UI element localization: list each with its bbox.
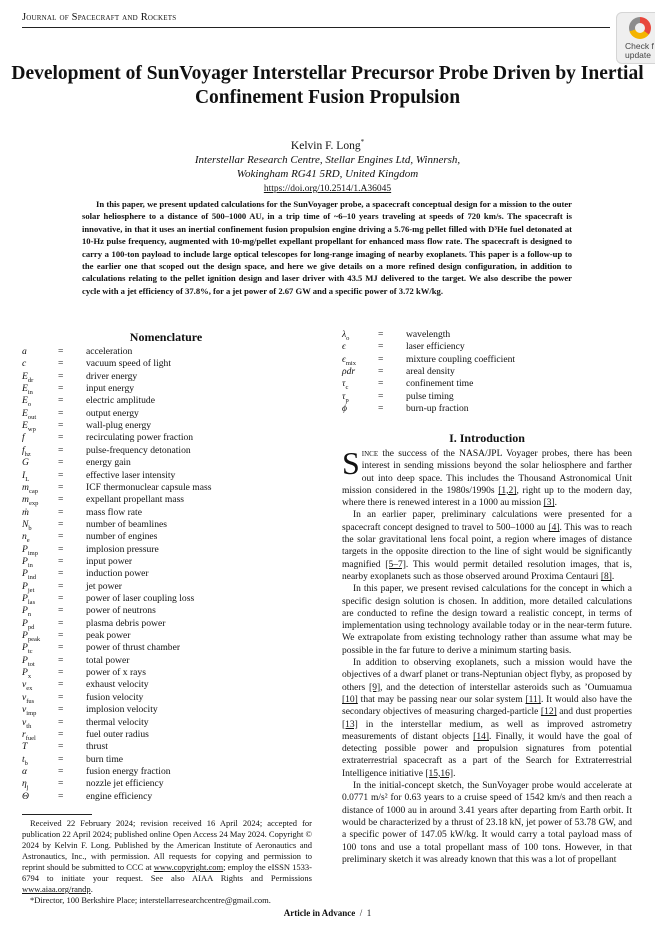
symbol-base: P <box>22 617 28 629</box>
nomenclature-definition: implosion pressure <box>86 543 159 555</box>
symbol-base: P <box>22 654 28 666</box>
citation-link[interactable]: [14] <box>473 731 489 742</box>
symbol-base: P <box>22 555 28 567</box>
footnote-rule <box>22 814 92 815</box>
footnote-text-3: . <box>90 884 93 894</box>
text-run: . <box>554 498 558 509</box>
symbol-subscript: exp <box>28 500 39 508</box>
symbol-subscript: mix <box>345 359 356 367</box>
nomenclature-definition: effective laser intensity <box>86 469 176 481</box>
symbol-subscript: tc <box>27 648 33 656</box>
symbol-subscript: th <box>26 722 32 730</box>
abstract: In this paper, we present updated calculations for the SunVoyager probe, a spacecraft conceptual design for a mission to the outer solar heliosphere to a distance of 500–1000 AU, in a trip time of ~6–10 years traveling at speeds of 720 km/s. The spacecraft is innovative, in that it uses an inertial confinement fusion propulsion engine driving a 5.76-mg pellet filled with D³He fuel detonated at 10-Hz pulse frequency, augmented with 10-mg/pellet expellant propellant for enhanced mass flow rate. The spacecraft is designed to carry a 100-ton payload to include large optical telescopes for long-range imaging of nearby exoplanets. This paper is a follow-up to the earlier one that scoped out the design space, and here we give details on a more refined design configuration, in addition to calculations relating to the pellet ignition design and laser driver with 43.5 MJ delivered to the target. We also describe the power cycle with a jet efficiency of 37.8%, for a jet power of 2.67 GW and a specific power of 3.72 kW/kg. <box>82 199 572 296</box>
lead-word: ince <box>361 449 379 459</box>
symbol-subscript: o <box>27 401 32 409</box>
symbol-subscript: wp <box>27 426 36 433</box>
check-for-updates-badge[interactable] <box>616 12 655 64</box>
equals-sign: = <box>58 741 64 753</box>
citation-link[interactable]: [15,16] <box>425 768 454 779</box>
nomenclature-definition: recirculating power fraction <box>86 432 194 444</box>
equals-sign: = <box>58 531 64 543</box>
affiliation-line-2: Wokingham RG41 5RD, United Kingdom <box>236 168 419 180</box>
intro-paragraph-3: In this paper, we present revised calculations for the concept in which a specific design solution is chosen. In addition, more detailed calculations are conducted to refine the design toward a realistic concept, in terms of implementation using technology available today or in the near-term future. We extrapolate from existing technology rather than assume what may be possible in the far future to derive a minimum starting basis. <box>342 584 632 656</box>
equals-sign: = <box>58 518 64 530</box>
text-run: . This was to reach the solar gravitational lens focal point, a region where images of distance targets in the opposite direction to the line of sight would be significantly magnified <box>342 522 632 570</box>
equals-sign: = <box>58 395 64 407</box>
nomenclature-definition: confinement time <box>406 378 474 390</box>
affiliation <box>0 153 655 181</box>
symbol-base: η <box>22 778 27 790</box>
text-run: . <box>611 571 615 582</box>
nomenclature-definition: laser efficiency <box>406 341 465 353</box>
symbol-base: N <box>22 518 29 530</box>
citation-link[interactable]: [5–7] <box>385 559 406 570</box>
author-name: Kelvin F. Long <box>290 139 361 152</box>
symbol-subscript: n <box>27 611 32 619</box>
symbol-subscript: cap <box>28 487 38 495</box>
symbol-subscript: c <box>345 384 349 392</box>
nomenclature-symbol <box>342 403 347 415</box>
nomenclature-symbol <box>22 457 29 469</box>
nomenclature-definition: energy gain <box>86 457 131 469</box>
symbol-subscript: j <box>26 784 29 792</box>
nomenclature-symbol <box>22 766 27 778</box>
symbol-base: ρdr <box>342 366 356 378</box>
equals-sign: = <box>58 358 64 370</box>
symbol-base: α <box>22 765 28 777</box>
equals-sign: = <box>58 765 64 777</box>
symbol-subscript: imp <box>27 549 38 557</box>
nomenclature-list-right <box>342 329 632 419</box>
nomenclature-definition: nozzle jet efficiency <box>86 778 164 790</box>
nomenclature-definition: exhaust velocity <box>86 679 149 691</box>
nomenclature-definition: electric amplitude <box>86 395 155 407</box>
nomenclature-symbol <box>22 741 27 753</box>
symbol-base: E <box>22 370 28 382</box>
nomenclature-definition: number of engines <box>86 531 158 543</box>
symbol-base: P <box>22 543 28 555</box>
symbol-base: f <box>22 444 25 456</box>
nomenclature-symbol <box>22 358 26 370</box>
nomenclature-symbol <box>22 791 29 803</box>
symbol-base: r <box>22 728 26 740</box>
text-run: In an earlier paper, preliminary calculations were presented for a spacecraft concept designed to travel to 500–1000 au <box>342 510 632 533</box>
badge-line-1: Check f <box>625 41 654 51</box>
citation-link[interactable]: [13] <box>342 719 358 730</box>
equals-sign: = <box>58 444 64 456</box>
symbol-base: P <box>22 568 28 580</box>
equals-sign: = <box>58 605 64 617</box>
citation-link[interactable]: [10] <box>342 694 358 705</box>
symbol-base: ṁ <box>22 506 29 518</box>
equals-sign: = <box>58 543 64 555</box>
text-run: in the interstellar medium, as well as improved astrometry measurements of distant objects <box>342 719 632 742</box>
symbol-base: P <box>22 630 28 642</box>
nomenclature-symbol <box>22 507 29 519</box>
equals-sign: = <box>378 378 384 390</box>
symbol-subscript: peak <box>27 635 41 643</box>
text-run: that may be passing near our solar system <box>357 694 526 705</box>
symbol-base: τ <box>342 390 346 402</box>
equals-sign: = <box>378 366 384 378</box>
equals-sign: = <box>58 568 64 580</box>
equals-sign: = <box>58 790 64 802</box>
symbol-subscript: out <box>27 413 37 421</box>
symbol-base: Θ <box>22 790 29 802</box>
nomenclature-definition: areal density <box>406 366 455 378</box>
copyright-link[interactable]: www.copyright.com <box>153 862 224 872</box>
nomenclature-definition: jet power <box>86 580 122 592</box>
nomenclature-definition: pulse timing <box>406 390 454 402</box>
equals-sign: = <box>58 691 64 703</box>
equals-sign: = <box>58 593 64 604</box>
symbol-base: v <box>22 704 27 716</box>
text-run: , right up to the modern day, where there is renewed interest in a 1000 au mission <box>342 485 632 509</box>
equals-sign: = <box>58 617 64 629</box>
symbol-base: t <box>22 753 25 765</box>
page-footer <box>0 908 655 918</box>
symbol-base: v <box>22 691 27 703</box>
equals-sign: = <box>58 432 64 444</box>
symbol-subscript: tot <box>27 660 35 668</box>
citation-link[interactable]: [1,2] <box>498 485 517 496</box>
nomenclature-symbol <box>22 432 25 444</box>
symbol-base: λ <box>342 329 347 340</box>
symbol-base: v <box>22 679 27 691</box>
journal-name: Journal of Spacecraft and Rockets <box>22 12 177 23</box>
equals-sign: = <box>58 481 64 493</box>
symbol-subscript: e <box>26 537 30 545</box>
symbol-subscript: fus <box>26 697 35 705</box>
nomenclature-definition: power of neutrons <box>86 605 156 617</box>
symbol-subscript: b <box>28 524 32 532</box>
symbol-base: T <box>22 741 28 753</box>
equals-sign: = <box>58 407 64 419</box>
symbol-base: P <box>22 580 28 592</box>
symbol-subscript: x <box>27 673 32 680</box>
text-run: , and the detection of interstellar asteroids such as ’Oumuamua <box>380 682 632 693</box>
affiliation-line-1: Interstellar Research Centre, Stellar Engines Ltd, Winnersh, <box>194 154 461 166</box>
nomenclature-definition: output energy <box>86 407 139 419</box>
text-run: . Finally, it would have the goal of detecting possible power and propulsion signatures from potential extraterrestrial spacecraft as a part of the Search for Extraterrestrial Intelligence initiative <box>342 731 633 779</box>
text-run: . This would permit detailed resolution images, that is, nearby exoplanets such as those observed around Proxima Centauri <box>342 559 633 582</box>
equals-sign: = <box>58 778 64 790</box>
badge-text <box>625 42 654 60</box>
symbol-subscript: p <box>345 396 349 404</box>
equals-sign: = <box>58 494 64 506</box>
symbol-base: P <box>22 605 28 617</box>
nomenclature-definition: thermal velocity <box>86 716 149 728</box>
symbol-subscript: in <box>27 388 33 396</box>
nomenclature-list-left <box>22 346 312 806</box>
equals-sign: = <box>58 753 64 765</box>
symbol-base: E <box>22 407 28 419</box>
symbol-base: G <box>22 457 29 469</box>
doi-link[interactable]: https://doi.org/10.2514/1.A36045 <box>263 184 392 194</box>
equals-sign: = <box>58 346 64 357</box>
nomenclature-definition: fuel outer radius <box>86 728 149 740</box>
header-rule <box>22 27 610 28</box>
nomenclature-symbol <box>22 346 27 358</box>
equals-sign: = <box>58 580 64 592</box>
text-run: . <box>453 768 456 779</box>
equals-sign: = <box>58 704 64 716</box>
nomenclature-definition: vacuum speed of light <box>86 358 171 370</box>
intro-paragraph-4 <box>342 657 632 780</box>
paper-title: Development of SunVoyager Interstellar Precursor Probe Driven by Inertial Confinement Fusion Propulsion <box>11 63 644 108</box>
symbol-subscript: imp <box>26 710 37 718</box>
equals-sign: = <box>378 390 384 402</box>
nomenclature-definition: power of x rays <box>86 667 146 679</box>
symbol-subscript: las <box>27 598 36 606</box>
footer-separator: / <box>359 908 363 918</box>
symbol-base: E <box>22 395 28 407</box>
text-run: and dust properties <box>556 707 632 718</box>
nomenclature-definition: burn time <box>86 753 124 765</box>
equals-sign: = <box>58 457 64 469</box>
equals-sign: = <box>378 329 384 340</box>
drop-cap: S <box>342 445 360 481</box>
nomenclature-definition: driver energy <box>86 370 138 382</box>
symbol-subscript: hz <box>24 450 31 458</box>
nomenclature-definition: burn-up fraction <box>406 403 469 415</box>
nomenclature-definition: wall-plug energy <box>86 420 152 432</box>
text-run: the success of the NASA/JPL Voyager probes, there has been interest in sending missions beyond the solar heliosphere and farther out into deep space. This includes the Thousand Astronomical Unit mission considered in the 1980s/1990s <box>342 449 632 496</box>
nomenclature-definition: thrust <box>86 741 108 753</box>
nomenclature-definition: implosion velocity <box>86 704 158 716</box>
footer-label: Article in Advance <box>283 908 356 918</box>
citation-link[interactable]: [9] <box>369 682 381 693</box>
equals-sign: = <box>58 630 64 642</box>
symbol-subscript: o <box>346 334 350 342</box>
nomenclature-definition: engine efficiency <box>86 790 153 802</box>
intro-paragraph-1 <box>342 445 632 509</box>
equals-sign: = <box>58 642 64 654</box>
equals-sign: = <box>58 383 64 395</box>
nomenclature-heading: Nomenclature <box>129 330 203 344</box>
nomenclature-definition: induction power <box>86 568 149 580</box>
nomenclature-definition: ICF thermonuclear capsule mass <box>86 481 212 493</box>
nomenclature-definition: input power <box>86 555 133 567</box>
equals-sign: = <box>58 667 64 679</box>
symbol-subscript: ex <box>26 685 33 693</box>
nomenclature-definition: fusion velocity <box>86 691 144 703</box>
nomenclature-definition: power of thrust chamber <box>86 642 181 654</box>
nomenclature-definition: pulse-frequency detonation <box>86 444 191 456</box>
text-run: In addition to observing exoplanets, such a mission would have the objectives of a dwarf planet or trans-Neptunian object flyby, as proposed by others <box>342 658 632 693</box>
symbol-subscript: b <box>24 759 28 767</box>
citation-link[interactable]: [8] <box>600 571 612 582</box>
citation-link[interactable]: [3] <box>543 498 555 509</box>
page-number: 1 <box>366 908 372 918</box>
equals-sign: = <box>58 716 64 728</box>
symbol-base: n <box>22 531 27 543</box>
equals-sign: = <box>58 469 64 481</box>
symbol-base: τ <box>342 378 346 390</box>
introduction-body <box>342 445 633 866</box>
author-footnote-mark[interactable]: * <box>360 138 365 146</box>
nomenclature-definition: total power <box>86 654 130 666</box>
nomenclature-definition: fusion energy fraction <box>86 765 171 777</box>
section-heading-introduction: I. Introduction <box>449 431 525 445</box>
symbol-base: E <box>22 420 28 432</box>
citation-link[interactable]: [11] <box>525 694 541 705</box>
symbol-subscript: jet <box>27 586 35 594</box>
symbol-base: P <box>22 642 28 654</box>
footnote <box>22 818 312 906</box>
text-run: . It would also have the secondary objectives of measuring charged-particle <box>342 694 632 718</box>
symbol-base: ϕ <box>342 403 347 415</box>
nomenclature-definition: peak power <box>86 630 131 642</box>
equals-sign: = <box>58 555 64 567</box>
footnote-text: Received 22 February 2024; revision received 16 April 2024; accepted for publication 22 April 2024; published online Open Access 24 May 2024. Copyright © 2024 by Kelvin F. Long. Published by the American Institute of Aeronautics and Astronautics, Inc., with permission. All requests for copying and permission to reprint should be submitted to CCC at <box>22 818 312 872</box>
equals-sign: = <box>378 353 384 365</box>
equals-sign: = <box>58 728 64 740</box>
equals-sign: = <box>58 370 64 382</box>
citation-link[interactable]: [4] <box>548 522 560 533</box>
symbol-base: f <box>22 432 25 444</box>
symbol-subscript: pd <box>27 623 35 631</box>
symbol-subscript: ind <box>27 574 37 582</box>
nomenclature-definition: acceleration <box>86 346 133 357</box>
symbol-subscript: fuel <box>25 734 36 742</box>
equals-sign: = <box>378 403 384 415</box>
nomenclature-definition: wavelength <box>406 329 451 340</box>
symbol-subscript: in <box>27 561 33 569</box>
symbol-base: m <box>22 481 29 493</box>
symbol-base: m <box>22 494 29 506</box>
symbol-base: P <box>22 667 28 679</box>
symbol-subscript: dr <box>27 376 34 384</box>
symbol-base: ϵ <box>342 341 346 353</box>
citation-link[interactable]: [12] <box>540 707 557 718</box>
symbol-base: I <box>22 469 26 481</box>
equals-sign: = <box>58 420 64 432</box>
nomenclature-definition: number of beamlines <box>86 518 167 530</box>
symbol-base: P <box>22 593 28 604</box>
equals-sign: = <box>58 654 64 666</box>
symbol-base: c <box>22 358 27 370</box>
equals-sign: = <box>378 341 384 353</box>
symbol-subscript: L <box>25 475 30 483</box>
author-line <box>0 138 655 152</box>
nomenclature-definition: plasma debris power <box>86 617 166 629</box>
badge-line-2: update <box>625 50 651 60</box>
nomenclature-definition: mass flow rate <box>86 506 142 518</box>
director-note: *Director, 100 Berkshire Place; interstellarresearchcentre@gmail.com. <box>30 895 271 905</box>
nomenclature-definition: mixture coupling coefficient <box>406 353 516 365</box>
symbol-base: ϵ <box>342 353 346 365</box>
equals-sign: = <box>58 679 64 691</box>
symbol-base: E <box>22 383 28 395</box>
symbol-base: v <box>22 716 27 728</box>
symbol-base: a <box>22 346 27 357</box>
intro-paragraph-5: In the initial-concept sketch, the SunVoyager probe would accelerate at 0.0771 m/s² for 0.63 years to a cruise speed of 1542 km/s and then reach a distance of 1000 au in around 3.41 years after departing from Earth orbit. It would be characterized by a thrust of 23.18 kN, jet power of 53.78 GW, and a specific power of 147.05 kW/kg. It would carry a total payload mass of 100 tons and use a total propellant mass of 100 tons. However, in that preliminary sketch it was already known that this was a lot of propellant <box>342 781 632 865</box>
equals-sign: = <box>58 506 64 518</box>
nomenclature-symbol <box>342 366 355 378</box>
crossmark-icon <box>629 17 651 39</box>
intro-paragraph-2 <box>342 509 632 583</box>
footnote-text-2: ; employ the eISSN 1533-6794 to initiate your request. See also AIAA Rights and Permissions <box>22 862 312 883</box>
aiaa-link[interactable]: www.aiaa.org/randp <box>22 884 91 894</box>
nomenclature-definition: input energy <box>86 383 135 395</box>
nomenclature-symbol <box>342 341 346 353</box>
nomenclature-definition: power of laser coupling loss <box>86 593 195 604</box>
nomenclature-definition: expellant propellant mass <box>86 494 185 506</box>
